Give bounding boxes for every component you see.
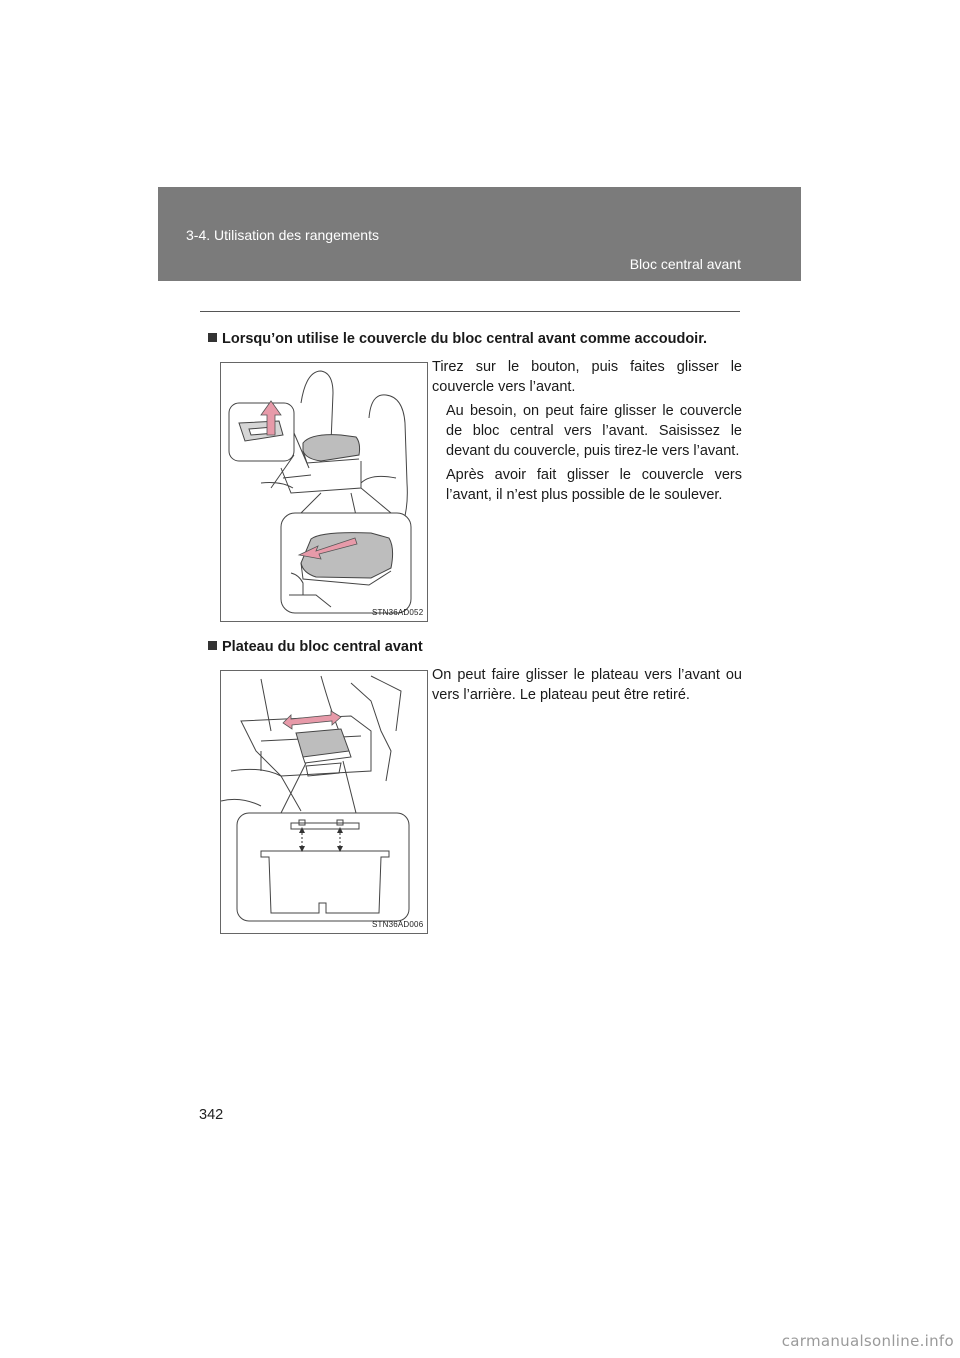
figure-tray: [220, 670, 428, 934]
section-title: 3-4. Utilisation des rangements: [186, 227, 379, 243]
figure-code-tray: STN36AD006: [372, 920, 424, 929]
figure-code-armrest: STN36AD052: [372, 608, 424, 617]
tray-text: [432, 665, 742, 709]
armrest-text: [432, 357, 742, 509]
header-rule: [200, 311, 740, 312]
tray-illustration: [221, 671, 427, 933]
watermark-link[interactable]: carmanualsonline.info: [781, 1332, 954, 1350]
armrest-paragraph-1: Tirez sur le bouton, puis faites glisser le couvercle vers l’avant.: [432, 359, 742, 395]
header-band: [158, 187, 801, 281]
bullet-square-icon: [208, 333, 217, 342]
section-heading-tray: Plateau du bloc central avant: [208, 639, 423, 655]
figure-armrest: [220, 362, 428, 622]
armrest-paragraph-2: Au besoin, on peut faire glisser le couvercle de bloc central vers l’avant. Saisissez le devant du couvercle, puis tirez-le vers l’avant.: [446, 403, 742, 459]
page-number: 342: [199, 1107, 224, 1123]
tray-paragraph-1: On peut faire glisser le plateau vers l’avant ou vers l’arrière. Le plateau peut être retiré.: [432, 667, 742, 703]
section-heading-armrest: Lorsqu’on utilise le couvercle du bloc central avant comme accoudoir.: [208, 331, 707, 347]
armrest-paragraph-3: Après avoir fait glisser le couvercle vers l’avant, il n’est plus possible de le soulever.: [446, 467, 742, 503]
bullet-square-icon: [208, 641, 217, 650]
armrest-illustration: [221, 363, 427, 621]
subsection-title: Bloc central avant: [629, 256, 741, 272]
